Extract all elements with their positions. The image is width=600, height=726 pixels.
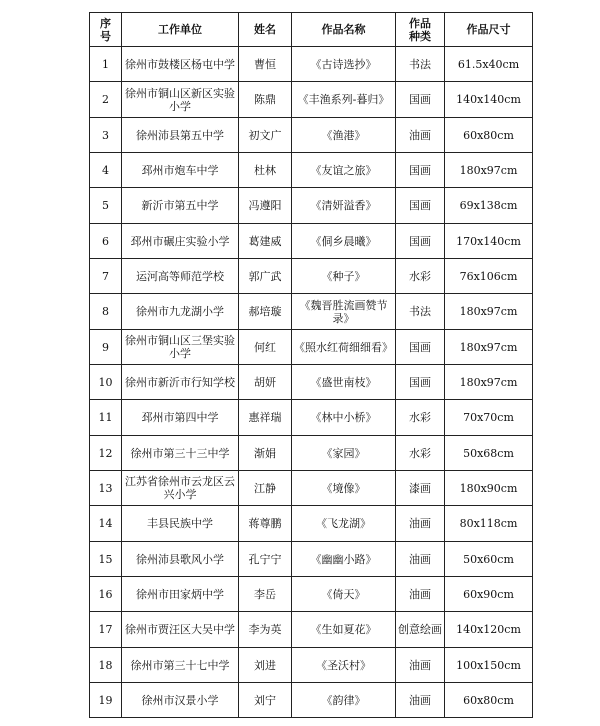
cell-name: 何红 xyxy=(239,330,292,365)
cell-title: 《侗乡晨曦》 xyxy=(292,224,396,259)
table-row xyxy=(90,118,533,153)
cell-type: 国画 xyxy=(396,153,445,188)
cell-size: 70x70cm xyxy=(445,400,533,436)
header-name: 姓名 xyxy=(239,13,292,47)
cell-size: 50x60cm xyxy=(445,542,533,577)
cell-title: 《丰渔系列-暮归》 xyxy=(292,82,396,118)
cell-no: 7 xyxy=(90,259,122,294)
table-row xyxy=(90,188,533,224)
cell-size: 76x106cm xyxy=(445,259,533,294)
cell-size: 60x90cm xyxy=(445,577,533,612)
cell-size: 180x90cm xyxy=(445,471,533,506)
cell-title: 《林中小桥》 xyxy=(292,400,396,436)
cell-title: 《生如夏花》 xyxy=(292,612,396,648)
cell-no: 1 xyxy=(90,47,122,82)
cell-no: 16 xyxy=(90,577,122,612)
artwork-table xyxy=(89,12,533,718)
cell-unit: 徐州市田家炳中学 xyxy=(122,577,239,612)
cell-name: 郝培璇 xyxy=(239,294,292,330)
cell-type: 书法 xyxy=(396,294,445,330)
cell-unit: 新沂市第五中学 xyxy=(122,188,239,224)
cell-no: 5 xyxy=(90,188,122,224)
cell-title: 《种子》 xyxy=(292,259,396,294)
cell-no: 4 xyxy=(90,153,122,188)
cell-name: 孔宁宁 xyxy=(239,542,292,577)
table-row xyxy=(90,400,533,436)
cell-type: 国画 xyxy=(396,82,445,118)
cell-name: 江静 xyxy=(239,471,292,506)
cell-size: 170x140cm xyxy=(445,224,533,259)
cell-unit: 徐州市新沂市行知学校 xyxy=(122,365,239,400)
cell-type: 油画 xyxy=(396,542,445,577)
cell-size: 180x97cm xyxy=(445,365,533,400)
cell-no: 6 xyxy=(90,224,122,259)
cell-title: 《韵律》 xyxy=(292,683,396,718)
cell-no: 18 xyxy=(90,648,122,683)
cell-title: 《飞龙湖》 xyxy=(292,506,396,542)
cell-name: 葛建威 xyxy=(239,224,292,259)
cell-name: 蒋尊鹏 xyxy=(239,506,292,542)
cell-name: 胡妍 xyxy=(239,365,292,400)
cell-no: 15 xyxy=(90,542,122,577)
cell-title: 《古诗选抄》 xyxy=(292,47,396,82)
table-row xyxy=(90,542,533,577)
cell-name: 刘宁 xyxy=(239,683,292,718)
cell-name: 郭广武 xyxy=(239,259,292,294)
cell-unit: 徐州市铜山区三堡实验小学 xyxy=(122,330,239,365)
cell-name: 渐娟 xyxy=(239,436,292,471)
cell-name: 冯遵阳 xyxy=(239,188,292,224)
cell-type: 油画 xyxy=(396,648,445,683)
cell-unit: 徐州市九龙湖小学 xyxy=(122,294,239,330)
header-unit: 工作单位 xyxy=(122,13,239,47)
cell-name: 李为英 xyxy=(239,612,292,648)
cell-size: 60x80cm xyxy=(445,683,533,718)
cell-title: 《魏晋胜流画赞节录》 xyxy=(292,294,396,330)
cell-unit: 徐州市第三十三中学 xyxy=(122,436,239,471)
cell-title: 《渔港》 xyxy=(292,118,396,153)
cell-size: 60x80cm xyxy=(445,118,533,153)
cell-no: 12 xyxy=(90,436,122,471)
cell-name: 李岳 xyxy=(239,577,292,612)
cell-title: 《倚天》 xyxy=(292,577,396,612)
table-row xyxy=(90,224,533,259)
cell-no: 8 xyxy=(90,294,122,330)
table-row xyxy=(90,365,533,400)
cell-type: 国画 xyxy=(396,330,445,365)
cell-name: 陈鼎 xyxy=(239,82,292,118)
cell-type: 国画 xyxy=(396,188,445,224)
cell-unit: 邳州市碾庄实验小学 xyxy=(122,224,239,259)
cell-unit: 徐州沛县第五中学 xyxy=(122,118,239,153)
cell-type: 水彩 xyxy=(396,259,445,294)
cell-unit: 徐州市第三十七中学 xyxy=(122,648,239,683)
table-row xyxy=(90,506,533,542)
table-row xyxy=(90,612,533,648)
cell-name: 初文广 xyxy=(239,118,292,153)
header-no: 序 号 xyxy=(90,13,122,47)
cell-no: 9 xyxy=(90,330,122,365)
cell-title: 《清妍溢香》 xyxy=(292,188,396,224)
cell-no: 14 xyxy=(90,506,122,542)
cell-size: 69x138cm xyxy=(445,188,533,224)
cell-type: 创意绘画 xyxy=(396,612,445,648)
cell-size: 140x120cm xyxy=(445,612,533,648)
cell-no: 3 xyxy=(90,118,122,153)
cell-name: 惠祥瑞 xyxy=(239,400,292,436)
cell-size: 80x118cm xyxy=(445,506,533,542)
cell-unit: 邳州市第四中学 xyxy=(122,400,239,436)
cell-no: 17 xyxy=(90,612,122,648)
cell-type: 油画 xyxy=(396,577,445,612)
cell-size: 180x97cm xyxy=(445,153,533,188)
cell-unit: 徐州沛县歌风小学 xyxy=(122,542,239,577)
table-row xyxy=(90,82,533,118)
cell-title: 《盛世南枝》 xyxy=(292,365,396,400)
cell-no: 19 xyxy=(90,683,122,718)
cell-unit: 运河高等师范学校 xyxy=(122,259,239,294)
table-header-row xyxy=(90,13,533,47)
cell-unit: 丰县民族中学 xyxy=(122,506,239,542)
cell-title: 《幽幽小路》 xyxy=(292,542,396,577)
table-row xyxy=(90,294,533,330)
cell-name: 曹恒 xyxy=(239,47,292,82)
table-body xyxy=(90,47,533,718)
cell-type: 油画 xyxy=(396,683,445,718)
table-row xyxy=(90,683,533,718)
cell-type: 漆画 xyxy=(396,471,445,506)
cell-title: 《境像》 xyxy=(292,471,396,506)
cell-size: 100x150cm xyxy=(445,648,533,683)
table-row xyxy=(90,330,533,365)
table-row xyxy=(90,471,533,506)
cell-unit: 江苏省徐州市云龙区云兴小学 xyxy=(122,471,239,506)
cell-title: 《圣沃村》 xyxy=(292,648,396,683)
cell-no: 13 xyxy=(90,471,122,506)
cell-no: 10 xyxy=(90,365,122,400)
header-type: 作品 种类 xyxy=(396,13,445,47)
cell-type: 国画 xyxy=(396,365,445,400)
table-row xyxy=(90,648,533,683)
table-row xyxy=(90,47,533,82)
cell-title: 《友谊之旅》 xyxy=(292,153,396,188)
header-title: 作品名称 xyxy=(292,13,396,47)
cell-title: 《家园》 xyxy=(292,436,396,471)
cell-size: 180x97cm xyxy=(445,330,533,365)
cell-no: 2 xyxy=(90,82,122,118)
cell-size: 61.5x40cm xyxy=(445,47,533,82)
cell-size: 180x97cm xyxy=(445,294,533,330)
table-row xyxy=(90,577,533,612)
cell-unit: 徐州市鼓楼区杨屯中学 xyxy=(122,47,239,82)
table-row xyxy=(90,436,533,471)
cell-size: 50x68cm xyxy=(445,436,533,471)
cell-size: 140x140cm xyxy=(445,82,533,118)
cell-unit: 邳州市炮车中学 xyxy=(122,153,239,188)
cell-unit: 徐州市铜山区新区实验小学 xyxy=(122,82,239,118)
table-row xyxy=(90,153,533,188)
cell-type: 油画 xyxy=(396,506,445,542)
cell-type: 国画 xyxy=(396,224,445,259)
header-size: 作品尺寸 xyxy=(445,13,533,47)
cell-unit: 徐州市贾汪区大吴中学 xyxy=(122,612,239,648)
cell-no: 11 xyxy=(90,400,122,436)
cell-type: 油画 xyxy=(396,118,445,153)
table-row xyxy=(90,259,533,294)
cell-unit: 徐州市汉景小学 xyxy=(122,683,239,718)
cell-type: 水彩 xyxy=(396,400,445,436)
cell-name: 刘进 xyxy=(239,648,292,683)
cell-type: 书法 xyxy=(396,47,445,82)
cell-type: 水彩 xyxy=(396,436,445,471)
cell-name: 杜林 xyxy=(239,153,292,188)
cell-title: 《照水红荷细细看》 xyxy=(292,330,396,365)
